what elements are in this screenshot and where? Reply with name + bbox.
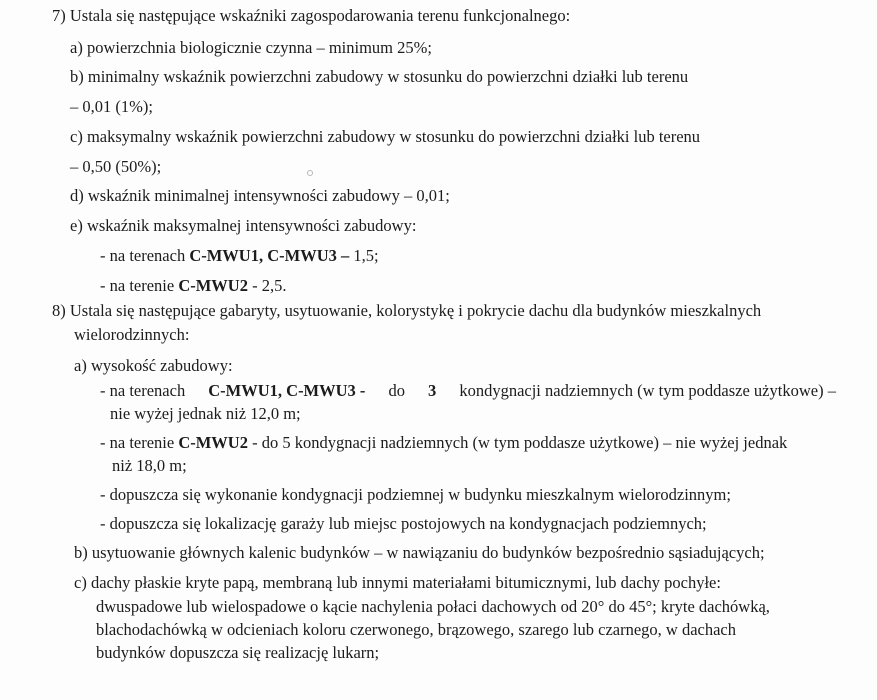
item-8a-bullet2-cont: niż 18,0 m; <box>112 456 187 475</box>
item-8a: a) wysokość zabudowy: <box>74 356 233 375</box>
item-8c-line3: blachodachówką w odcieniach koloru czerwonego, brązowego, szarego lub czarnego, w dachach <box>96 620 737 639</box>
item-7b-line2: – 0,01 (1%); <box>70 97 153 116</box>
item-8c-line1: c) dachy płaskie kryte papą, membraną lub innymi materiałami bitumicznymi, lub dachy pochyłe: <box>74 573 721 592</box>
bullet-text: - na terenie <box>100 276 179 295</box>
item-8a-bullet3: - dopuszcza się wykonanie kondygnacji podziemnej w budynku mieszkalnym wielorodzinnym; <box>100 485 731 504</box>
bullet-value: - 2,5. <box>247 276 287 295</box>
item-7c-line2: – 0,50 (50%); <box>70 157 162 176</box>
item-7b-line1: b) minimalny wskaźnik powierzchni zabudowy w stosunku do powierzchni działki lub terenu <box>70 67 689 86</box>
bullet-text: - na terenach <box>100 246 190 265</box>
item-7e: e) wskaźnik maksymalnej intensywności zabudowy: <box>70 216 417 235</box>
item-8c-line4: budynków dopuszcza się realizację lukarn; <box>96 643 380 662</box>
zone-codes: C-MWU1, C-MWU3 - <box>208 381 366 400</box>
scan-speck <box>307 170 313 176</box>
item-8a-bullet4: - dopuszcza się lokalizację garaży lub miejsc postojowych na kondygnacjach podziemnych; <box>100 514 707 533</box>
item-7d: d) wskaźnik minimalnej intensywności zabudowy – 0,01; <box>70 186 450 205</box>
item-7c-line1: c) maksymalny wskaźnik powierzchni zabudowy w stosunku do powierzchni działki lub terenu <box>70 127 701 146</box>
section-8-heading-line1: 8) Ustala się następujące gabaryty, usytuowanie, kolorystykę i pokrycie dachu dla budynków mieszkalnych <box>52 301 762 320</box>
bullet-text: kondygnacji nadziemnych (w tym poddasze użytkowe) – <box>459 381 836 400</box>
item-8a-bullet1 <box>100 381 836 401</box>
zone-code: C-MWU2 <box>178 433 248 452</box>
bullet-text: - na terenach <box>100 381 186 400</box>
item-7a: a) powierzchnia biologicznie czynna – minimum 25%; <box>70 38 432 57</box>
bullet-text: - na terenie <box>100 433 179 452</box>
zone-code: C-MWU2 <box>178 276 248 295</box>
item-8c-line2: dwuspadowe lub wielospadowe o kącie nachylenia połaci dachowych od 20° do 45°; kryte dachówką, <box>96 597 770 616</box>
item-8a-bullet2 <box>100 433 787 453</box>
item-8b: b) usytuowanie głównych kalenic budynków – w nawiązaniu do budynków bezpośrednio sąsiadujących; <box>74 543 765 562</box>
section-7-heading: 7) Ustala się następujące wskaźniki zagospodarowania terenu funkcjonalnego: <box>52 6 571 25</box>
item-7e-bullet1 <box>100 246 379 266</box>
storey-count: 3 <box>428 381 437 400</box>
item-7e-bullet2 <box>100 276 286 296</box>
bullet-text: do <box>388 381 405 400</box>
bullet-value: 1,5; <box>349 246 379 265</box>
section-8-heading-line2: wielorodzinnych: <box>74 325 190 344</box>
item-8a-bullet1-cont: nie wyżej jednak niż 12,0 m; <box>110 404 301 423</box>
zone-codes: C-MWU1, C-MWU3 – <box>189 246 350 265</box>
bullet-text: - do 5 kondygnacji nadziemnych (w tym poddasze użytkowe) – nie wyżej jednak <box>247 433 788 452</box>
